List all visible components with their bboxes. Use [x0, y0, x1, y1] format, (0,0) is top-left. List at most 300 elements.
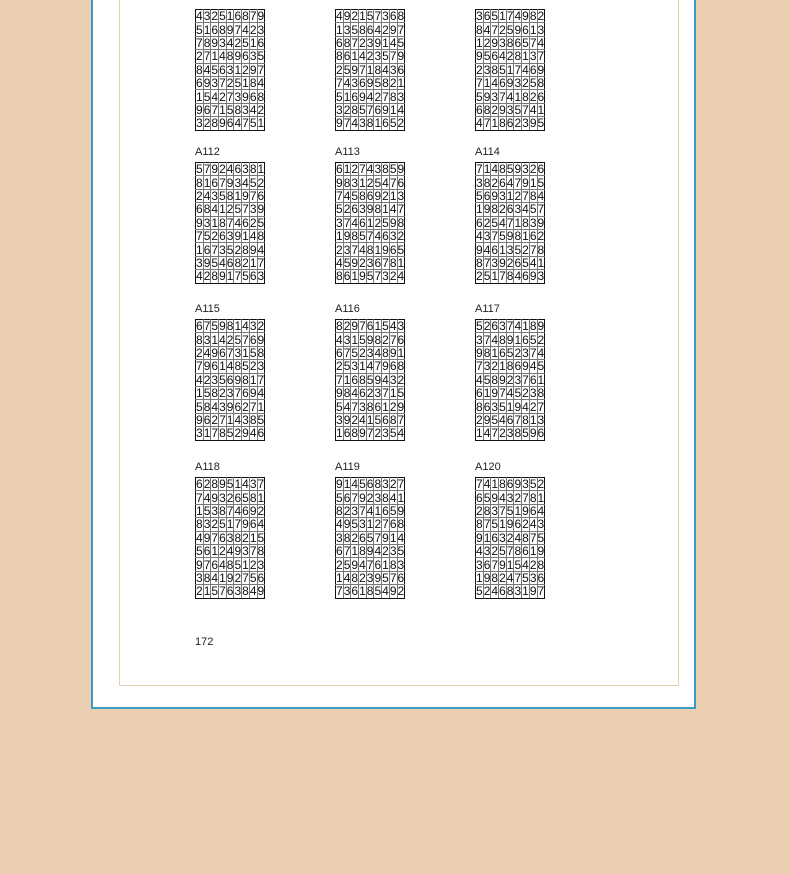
grid-cell: 3 — [499, 188, 506, 203]
grid-cell: 5 — [226, 477, 234, 492]
grid-cell: 5 — [389, 426, 397, 441]
grid-cell: 9 — [343, 9, 351, 24]
grid-cell: 8 — [397, 215, 405, 230]
grid-cell: 5 — [203, 229, 211, 244]
grid-cell: 7 — [196, 490, 203, 505]
grid-cell: 2 — [343, 319, 351, 334]
grid-cell: 3 — [397, 319, 405, 334]
grid-cell: 9 — [506, 332, 514, 347]
grid-cell: 3 — [476, 557, 483, 572]
grid-cell: 2 — [397, 584, 405, 599]
grid-cell: 5 — [242, 490, 249, 505]
grid-cell: 8 — [522, 412, 529, 427]
grid-cell: 5 — [257, 412, 265, 427]
grid-cell: 3 — [351, 76, 359, 91]
grid-cell: 6 — [476, 215, 483, 230]
grid-cell: 8 — [219, 215, 226, 230]
grid-cell: 9 — [336, 477, 343, 492]
grid-cell: 5 — [529, 202, 537, 217]
grid-cell: 7 — [211, 242, 219, 257]
grid-cell: 6 — [226, 372, 234, 387]
grid-cell: 5 — [522, 426, 529, 441]
grid-cell: 8 — [234, 530, 242, 545]
grid-cell: 8 — [397, 9, 405, 24]
grid-cell: 6 — [203, 242, 211, 257]
grid-cell: 8 — [336, 49, 343, 64]
grid-cell: 5 — [234, 76, 242, 91]
grid-cell: 6 — [382, 116, 389, 131]
grid-cell: 8 — [476, 255, 483, 270]
grid-cell: 6 — [257, 188, 265, 203]
grid-cell: 2 — [483, 319, 491, 334]
grid-cell: 4 — [506, 570, 514, 585]
grid-cell: 2 — [351, 412, 359, 427]
grid-cell: 7 — [382, 517, 389, 532]
grid-cell: 4 — [522, 399, 529, 414]
grid-cell: 4 — [196, 269, 203, 284]
grid-cell: 2 — [242, 62, 249, 77]
grid-cell: 1 — [537, 102, 545, 117]
grid-cell: 6 — [351, 89, 359, 104]
grid-cell: 8 — [483, 503, 491, 518]
grid-cell: 5 — [234, 557, 242, 572]
grid-cell: 8 — [382, 76, 389, 91]
grid-cell: 7 — [537, 399, 545, 414]
grid-cell: 6 — [359, 76, 366, 91]
grid-cell: 4 — [257, 76, 265, 91]
grid-cell: 4 — [522, 202, 529, 217]
sudoku-solution-grid — [475, 9, 545, 131]
grid-cell: 4 — [374, 229, 382, 244]
grid-cell: 4 — [514, 319, 522, 334]
grid-cell: 4 — [529, 359, 537, 374]
grid-cell: 4 — [211, 89, 219, 104]
grid-cell: 8 — [234, 255, 242, 270]
grid-cell: 2 — [196, 584, 203, 599]
grid-cell: 6 — [382, 503, 389, 518]
grid-cell: 6 — [499, 175, 506, 190]
grid-cell: 3 — [196, 426, 203, 441]
grid-cell: 4 — [203, 188, 211, 203]
grid-cell: 7 — [336, 584, 343, 599]
grid-cell: 2 — [537, 229, 545, 244]
grid-cell: 6 — [234, 162, 242, 177]
grid-cell: 2 — [499, 570, 506, 585]
grid-cell: 6 — [374, 557, 382, 572]
grid-cell: 5 — [351, 22, 359, 37]
grid-cell: 4 — [242, 477, 249, 492]
grid-cell: 1 — [196, 242, 203, 257]
grid-cell: 7 — [219, 175, 226, 190]
grid-cell: 5 — [211, 584, 219, 599]
grid-cell: 8 — [257, 544, 265, 559]
grid-cell: 8 — [529, 188, 537, 203]
grid-cell: 4 — [476, 372, 483, 387]
grid-cell: 5 — [219, 517, 226, 532]
grid-cell: 7 — [336, 372, 343, 387]
grid-cell: 9 — [522, 503, 529, 518]
grid-cell: 3 — [211, 76, 219, 91]
grid-cell: 8 — [491, 202, 499, 217]
grid-cell: 8 — [514, 49, 522, 64]
grid-cell: 4 — [529, 102, 537, 117]
grid-cell: 7 — [491, 229, 499, 244]
grid-cell: 8 — [374, 202, 382, 217]
grid-cell: 3 — [483, 359, 491, 374]
grid-cell: 9 — [506, 517, 514, 532]
grid-cell: 5 — [476, 584, 483, 599]
grid-cell: 6 — [343, 49, 351, 64]
grid-cell: 4 — [374, 345, 382, 360]
grid-cell: 1 — [196, 89, 203, 104]
grid-cell: 2 — [336, 359, 343, 374]
grid-cell: 1 — [211, 544, 219, 559]
grid-cell: 8 — [537, 557, 545, 572]
grid-cell: 9 — [506, 229, 514, 244]
grid-cell: 8 — [374, 477, 382, 492]
grid-cell: 8 — [499, 332, 506, 347]
grid-cell: 4 — [374, 544, 382, 559]
grid-cell: 3 — [242, 544, 249, 559]
grid-cell: 3 — [529, 215, 537, 230]
grid-cell: 9 — [366, 332, 374, 347]
grid-cell: 5 — [351, 517, 359, 532]
grid-cell: 8 — [211, 116, 219, 131]
grid-cell: 1 — [537, 255, 545, 270]
grid-cell: 4 — [203, 345, 211, 360]
grid-cell: 2 — [506, 255, 514, 270]
grid-cell: 6 — [196, 76, 203, 91]
grid-cell: 3 — [397, 557, 405, 572]
grid-cell: 2 — [336, 557, 343, 572]
grid-cell: 8 — [529, 319, 537, 334]
grid-cell: 7 — [351, 399, 359, 414]
sudoku-solution-grid — [195, 319, 265, 441]
grid-cell: 9 — [397, 503, 405, 518]
grid-cell: 7 — [219, 412, 226, 427]
grid-cell: 7 — [499, 503, 506, 518]
grid-cell: 2 — [491, 359, 499, 374]
grid-cell: 5 — [226, 242, 234, 257]
grid-cell: 1 — [389, 102, 397, 117]
grid-cell: 1 — [506, 188, 514, 203]
grid-cell: 6 — [359, 386, 366, 401]
grid-cell: 9 — [359, 269, 366, 284]
grid-cell: 5 — [359, 332, 366, 347]
grid-cell: 2 — [196, 49, 203, 64]
grid-cell: 7 — [382, 255, 389, 270]
grid-cell: 1 — [397, 76, 405, 91]
grid-cell: 9 — [196, 412, 203, 427]
puzzle-label: A114 — [475, 146, 500, 158]
page-number: 172 — [195, 636, 214, 648]
grid-cell: 3 — [203, 215, 211, 230]
grid-cell: 4 — [374, 22, 382, 37]
grid-cell: 3 — [234, 584, 242, 599]
grid-cell: 5 — [234, 202, 242, 217]
grid-cell: 7 — [359, 319, 366, 334]
grid-cell: 2 — [249, 557, 257, 572]
grid-cell: 5 — [203, 386, 211, 401]
grid-cell: 2 — [219, 386, 226, 401]
grid-cell: 3 — [397, 188, 405, 203]
grid-cell: 5 — [537, 359, 545, 374]
grid-cell: 6 — [336, 544, 343, 559]
grid-cell: 8 — [336, 319, 343, 334]
grid-cell: 1 — [219, 102, 226, 117]
grid-cell: 9 — [257, 584, 265, 599]
grid-cell: 2 — [374, 89, 382, 104]
grid-cell: 7 — [242, 570, 249, 585]
grid-cell: 4 — [366, 89, 374, 104]
grid-cell: 1 — [529, 175, 537, 190]
grid-cell: 7 — [211, 530, 219, 545]
grid-cell: 3 — [196, 255, 203, 270]
grid-cell: 9 — [397, 162, 405, 177]
grid-cell: 2 — [491, 175, 499, 190]
grid-cell: 7 — [483, 517, 491, 532]
grid-cell: 7 — [234, 386, 242, 401]
grid-cell: 1 — [257, 162, 265, 177]
grid-cell: 7 — [506, 9, 514, 24]
grid-cell: 9 — [476, 345, 483, 360]
grid-cell: 3 — [249, 49, 257, 64]
grid-cell: 2 — [476, 62, 483, 77]
grid-cell: 3 — [506, 242, 514, 257]
grid-cell: 7 — [196, 359, 203, 374]
grid-cell: 1 — [219, 202, 226, 217]
grid-cell: 7 — [242, 202, 249, 217]
grid-cell: 3 — [226, 62, 234, 77]
grid-cell: 6 — [203, 102, 211, 117]
grid-cell: 2 — [249, 359, 257, 374]
grid-cell: 9 — [537, 215, 545, 230]
grid-cell: 8 — [203, 35, 211, 50]
grid-cell: 6 — [242, 386, 249, 401]
grid-cell: 3 — [522, 116, 529, 131]
grid-cell: 2 — [366, 490, 374, 505]
grid-cell: 7 — [359, 503, 366, 518]
grid-cell: 6 — [234, 399, 242, 414]
grid-cell: 5 — [397, 242, 405, 257]
grid-cell: 9 — [397, 399, 405, 414]
grid-cell: 4 — [336, 517, 343, 532]
grid-cell: 4 — [336, 255, 343, 270]
grid-cell: 7 — [366, 557, 374, 572]
grid-cell: 5 — [359, 102, 366, 117]
grid-cell: 5 — [374, 412, 382, 427]
grid-cell: 9 — [242, 89, 249, 104]
grid-cell: 1 — [242, 76, 249, 91]
grid-cell: 7 — [203, 319, 211, 334]
grid-cell: 6 — [211, 22, 219, 37]
grid-cell: 4 — [211, 399, 219, 414]
grid-cell: 7 — [397, 22, 405, 37]
grid-cell: 2 — [397, 229, 405, 244]
grid-cell: 6 — [226, 584, 234, 599]
grid-cell: 6 — [374, 102, 382, 117]
grid-cell: 4 — [476, 544, 483, 559]
grid-cell: 1 — [491, 269, 499, 284]
grid-cell: 6 — [359, 215, 366, 230]
grid-cell: 5 — [514, 557, 522, 572]
grid-cell: 9 — [382, 530, 389, 545]
grid-cell: 9 — [374, 188, 382, 203]
grid-cell: 4 — [203, 490, 211, 505]
grid-cell: 3 — [389, 62, 397, 77]
grid-cell: 5 — [257, 530, 265, 545]
grid-cell: 3 — [359, 399, 366, 414]
grid-cell: 8 — [366, 242, 374, 257]
grid-cell: 5 — [366, 269, 374, 284]
grid-cell: 1 — [476, 202, 483, 217]
sudoku-solution-grid — [195, 9, 265, 131]
grid-cell: 7 — [389, 49, 397, 64]
grid-cell: 5 — [522, 35, 529, 50]
grid-cell: 9 — [336, 116, 343, 131]
grid-cell: 2 — [359, 345, 366, 360]
grid-cell: 1 — [483, 162, 491, 177]
grid-cell: 8 — [351, 229, 359, 244]
grid-cell: 7 — [257, 372, 265, 387]
grid-cell: 7 — [529, 530, 537, 545]
grid-cell: 9 — [203, 359, 211, 374]
grid-cell: 4 — [382, 62, 389, 77]
grid-cell: 9 — [389, 584, 397, 599]
grid-cell: 4 — [359, 49, 366, 64]
grid-cell: 4 — [343, 188, 351, 203]
grid-cell: 8 — [219, 22, 226, 37]
grid-cell: 7 — [374, 530, 382, 545]
grid-cell: 3 — [506, 490, 514, 505]
grid-cell: 8 — [374, 332, 382, 347]
grid-cell: 1 — [382, 202, 389, 217]
grid-cell: 3 — [219, 399, 226, 414]
grid-cell: 4 — [397, 102, 405, 117]
grid-cell: 9 — [483, 202, 491, 217]
grid-cell: 7 — [351, 35, 359, 50]
grid-cell: 5 — [514, 386, 522, 401]
grid-cell: 2 — [506, 372, 514, 387]
grid-cell: 5 — [336, 202, 343, 217]
grid-cell: 8 — [397, 517, 405, 532]
grid-cell: 1 — [343, 162, 351, 177]
grid-cell: 1 — [491, 345, 499, 360]
grid-cell: 6 — [366, 477, 374, 492]
grid-cell: 2 — [529, 557, 537, 572]
sudoku-solution-grid — [335, 477, 405, 599]
grid-cell: 9 — [242, 426, 249, 441]
grid-cell: 2 — [242, 530, 249, 545]
grid-cell: 5 — [506, 162, 514, 177]
grid-cell: 4 — [382, 584, 389, 599]
grid-cell: 4 — [226, 544, 234, 559]
grid-cell: 4 — [257, 242, 265, 257]
grid-cell: 8 — [522, 89, 529, 104]
grid-cell: 3 — [226, 530, 234, 545]
grid-cell: 7 — [196, 229, 203, 244]
grid-cell: 6 — [522, 544, 529, 559]
grid-cell: 7 — [374, 269, 382, 284]
grid-cell: 8 — [249, 412, 257, 427]
grid-cell: 3 — [249, 477, 257, 492]
grid-cell: 1 — [196, 503, 203, 518]
grid-cell: 2 — [242, 399, 249, 414]
grid-cell: 7 — [389, 175, 397, 190]
grid-cell: 4 — [499, 412, 506, 427]
grid-cell: 9 — [196, 215, 203, 230]
grid-cell: 7 — [219, 584, 226, 599]
grid-cell: 3 — [219, 490, 226, 505]
grid-cell: 7 — [522, 490, 529, 505]
grid-cell: 7 — [374, 359, 382, 374]
grid-cell: 9 — [522, 359, 529, 374]
grid-cell: 5 — [196, 399, 203, 414]
grid-cell: 7 — [514, 175, 522, 190]
grid-cell: 3 — [336, 530, 343, 545]
grid-cell: 7 — [203, 49, 211, 64]
grid-cell: 5 — [374, 76, 382, 91]
grid-cell: 5 — [242, 35, 249, 50]
grid-cell: 5 — [491, 412, 499, 427]
grid-cell: 6 — [249, 517, 257, 532]
grid-cell: 4 — [343, 399, 351, 414]
grid-cell: 9 — [491, 490, 499, 505]
grid-cell: 8 — [389, 89, 397, 104]
grid-cell: 7 — [491, 22, 499, 37]
grid-cell: 3 — [522, 162, 529, 177]
grid-cell: 5 — [219, 188, 226, 203]
grid-cell: 3 — [336, 412, 343, 427]
grid-cell: 6 — [382, 229, 389, 244]
grid-cell: 3 — [242, 162, 249, 177]
grid-cell: 1 — [514, 332, 522, 347]
grid-cell: 1 — [374, 116, 382, 131]
grid-cell: 3 — [499, 35, 506, 50]
grid-cell: 8 — [211, 269, 219, 284]
grid-cell: 3 — [211, 188, 219, 203]
grid-cell: 6 — [537, 89, 545, 104]
grid-cell: 8 — [537, 242, 545, 257]
grid-cell: 1 — [374, 503, 382, 518]
grid-cell: 2 — [389, 399, 397, 414]
grid-cell: 2 — [522, 386, 529, 401]
grid-cell: 2 — [257, 102, 265, 117]
grid-cell: 3 — [506, 102, 514, 117]
grid-cell: 6 — [343, 490, 351, 505]
grid-cell: 3 — [397, 89, 405, 104]
grid-cell: 4 — [491, 584, 499, 599]
grid-cell: 8 — [249, 490, 257, 505]
grid-cell: 4 — [366, 359, 374, 374]
grid-cell: 3 — [537, 517, 545, 532]
grid-cell: 5 — [219, 9, 226, 24]
grid-cell: 7 — [491, 557, 499, 572]
grid-cell: 6 — [336, 162, 343, 177]
grid-cell: 3 — [529, 49, 537, 64]
grid-cell: 4 — [514, 269, 522, 284]
grid-cell: 6 — [219, 345, 226, 360]
grid-cell: 4 — [196, 530, 203, 545]
grid-cell: 7 — [343, 116, 351, 131]
grid-cell: 4 — [196, 372, 203, 387]
puzzle-label: A115 — [195, 303, 220, 315]
grid-cell: 5 — [257, 49, 265, 64]
grid-cell: 1 — [522, 49, 529, 64]
grid-cell: 3 — [537, 22, 545, 37]
grid-cell: 6 — [351, 584, 359, 599]
grid-cell: 4 — [351, 386, 359, 401]
